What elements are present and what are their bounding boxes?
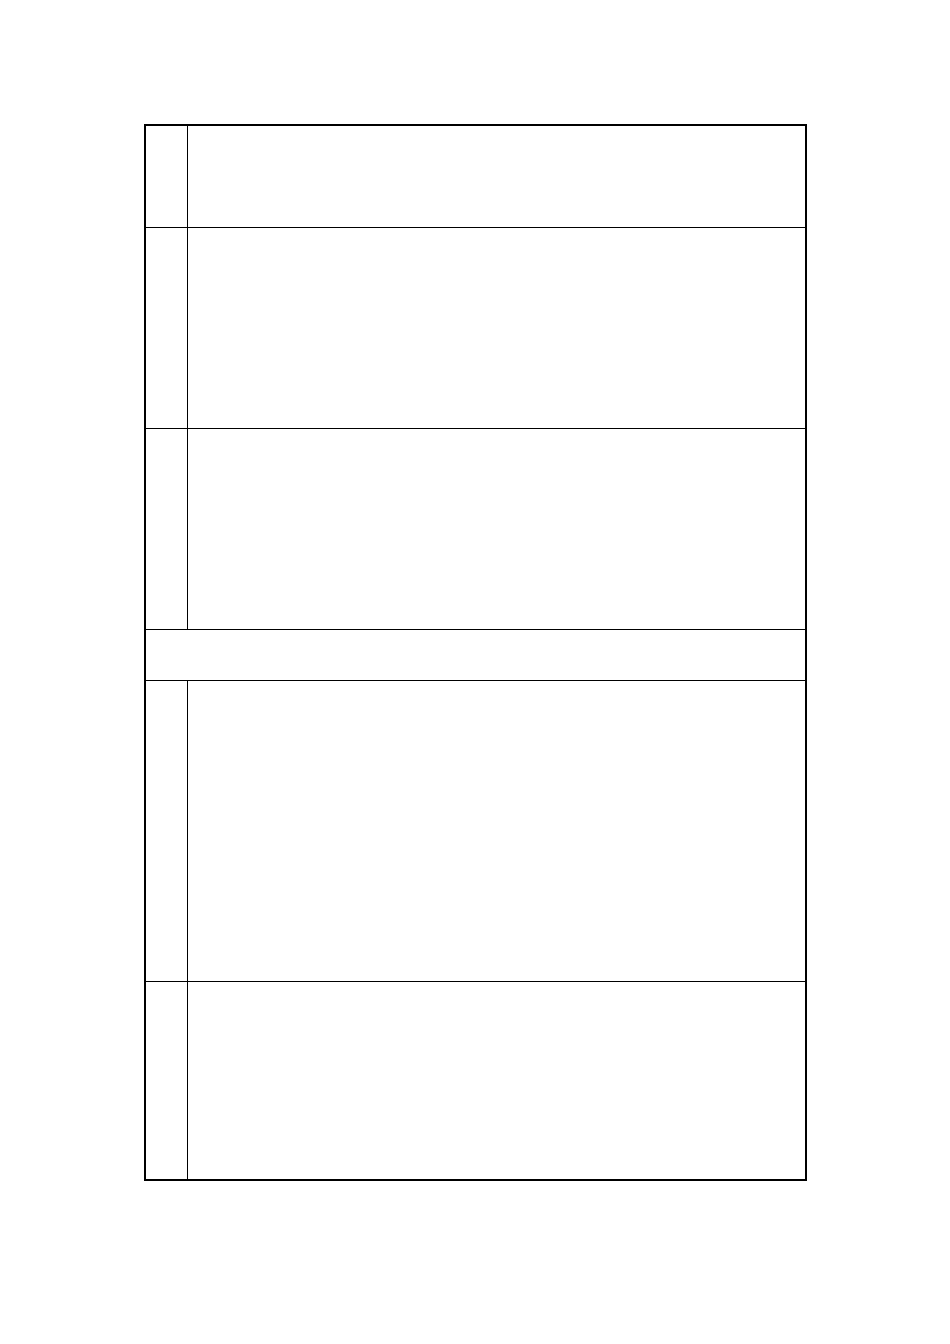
taboo-content [188, 228, 805, 428]
career-content [188, 429, 805, 629]
difficulty-row [146, 126, 805, 227]
other-content [188, 982, 805, 1181]
job-qualification-table [144, 124, 807, 1181]
qualification-title-row [146, 629, 805, 680]
career-row [146, 428, 805, 629]
career-label [146, 429, 188, 629]
taboo-label [146, 228, 188, 428]
qualification-group [146, 680, 805, 981]
qualification-title [146, 630, 805, 680]
other-row [146, 981, 805, 1181]
qualification-group-label [146, 681, 188, 981]
taboo-row [146, 227, 805, 428]
difficulty-label [146, 126, 188, 227]
difficulty-content [188, 126, 805, 227]
other-label [146, 982, 188, 1181]
